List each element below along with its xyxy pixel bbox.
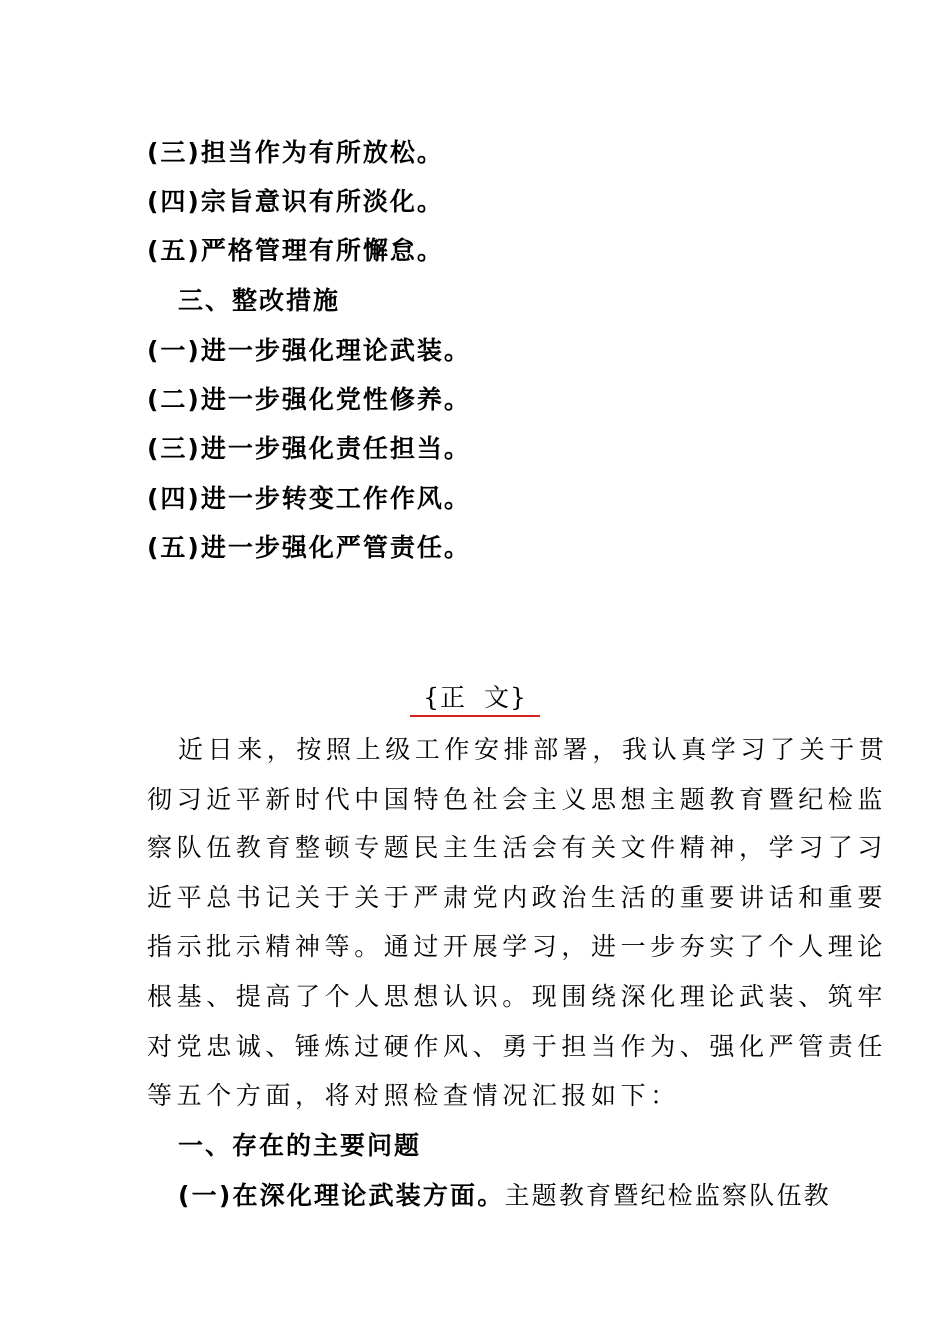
measure-item-1: (一)进一步强化理论武装。 (147, 336, 471, 365)
body-line-8: 等五个方面，将对照检查情况汇报如下： (147, 1081, 680, 1110)
title-underline (410, 715, 540, 717)
problem-item-5: (五)严格管理有所懈怠。 (147, 236, 444, 265)
section-three-heading: 三、整改措施 (178, 286, 341, 315)
body-line-7: 对党忠诚、锤炼过硬作风、勇于担当作为、强化严管责任 (147, 1032, 888, 1061)
body-line-3: 察队伍教育整顿专题民主生活会有关文件精神，学习了习 (147, 833, 888, 862)
problem-item-3: (三)担当作为有所放松。 (147, 138, 444, 167)
body-line-6: 根基、提高了个人思想认识。现围绕深化理论武装、筑牢 (147, 982, 888, 1011)
body-line-2: 彻习近平新时代中国特色社会主义思想主题教育暨纪检监 (147, 785, 888, 814)
measure-item-4: (四)进一步转变工作作风。 (147, 484, 471, 513)
last-line-normal-part: 主题教育暨纪检监察队伍教 (504, 1181, 831, 1210)
measure-item-2: (二)进一步强化党性修养。 (147, 385, 471, 414)
last-line (178, 1181, 836, 1211)
measure-item-3: (三)进一步强化责任担当。 (147, 434, 471, 463)
body-line-5: 指示批示精神等。通过开展学习，进一步夯实了个人理论 (147, 932, 888, 961)
problem-item-4: (四)宗旨意识有所淡化。 (147, 187, 444, 216)
measure-item-5: (五)进一步强化严管责任。 (147, 533, 471, 562)
body-line-4: 近平总书记关于关于严肃党内政治生活的重要讲话和重要 (147, 883, 888, 912)
body-line-1: 近日来，按照上级工作安排部署，我认真学习了关于贯 (178, 735, 889, 764)
last-line-bold-part: (一)在深化理论武装方面。 (178, 1181, 505, 1210)
main-title: {正 文} (423, 683, 527, 712)
main-title-block (410, 683, 540, 713)
section-one-heading: 一、存在的主要问题 (178, 1131, 422, 1160)
